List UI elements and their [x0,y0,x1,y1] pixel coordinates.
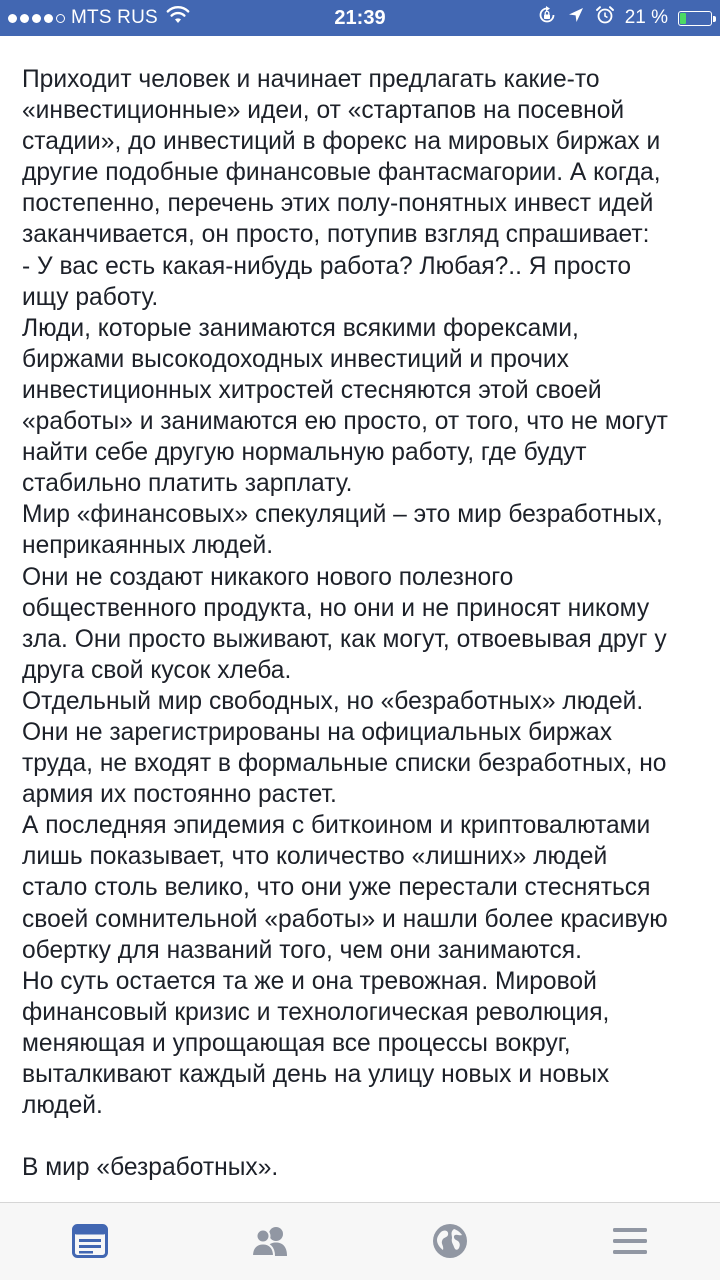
post-line: друга свой кусок хлеба. [22,656,292,684]
post-line: зла. Они просто выживают, как могут, отвоевывая друг у [22,625,667,653]
post-line: другие подобные финансовые фантасмагории. А когда, [22,159,661,187]
post-line: ищу работу. [22,283,159,311]
orientation-lock-icon [537,5,557,31]
post-line: общественного продукта, но они и не приносят никому [22,594,650,622]
post-line: инвестиционных хитростей стесняются этой своей [22,376,602,404]
post-line: «инвестиционные» идеи, от «стартапов на посевной [22,97,625,125]
status-time: 21:39 [334,7,386,29]
post-line: неприкаянных людей. [22,532,274,560]
menu-icon [612,1226,648,1256]
post-closing-line: В мир «безработных». [22,1154,279,1182]
alarm-icon [595,5,615,31]
post-line: постепенно, перечень этих полу-понятных инвест идей [22,190,654,218]
tab-news-feed[interactable] [68,1219,112,1263]
tab-notifications[interactable] [428,1219,472,1263]
post-line: Они не создают никакого нового полезного [22,563,514,591]
battery-icon [678,11,712,26]
post-line: заканчивается, он просто, потупив взгляд спрашивает: [22,221,650,249]
post-line: выталкивают каждый день на улицу новых и новых [22,1061,610,1088]
post-line: найти себе другую нормальную работу, где будут [22,439,587,467]
post-line: обертку для названий того, чем они занимаются. [22,936,582,964]
tab-friends[interactable] [248,1219,292,1263]
paragraph-spacer [22,1121,702,1152]
carrier-name: MTS RUS [71,7,158,28]
post-line: - У вас есть какая-нибудь работа? Любая?.. Я просто [22,252,632,280]
post-line: Отдельный мир свободных, но «безработных» людей. [22,687,644,715]
post-line: стало столь велико, что они уже перестали стесняться [22,874,651,902]
post-line: Мир «финансовых» спекуляций – это мир безработных, [22,501,663,529]
post-line: Приходит человек и начинает предлагать какие-то [22,66,600,93]
battery-percent: 21 % [624,7,668,28]
tab-bar [0,1202,720,1280]
news-feed-icon [72,1224,108,1258]
status-bar-right [537,0,712,36]
post-line: своей сомнительной «работы» и нашли более красивую [22,905,668,933]
status-bar [0,0,720,36]
post-body [22,64,702,1183]
post-line: Они не зарегистрированы на официальных биржах [22,718,613,746]
battery-level [680,13,686,24]
globe-icon [432,1223,468,1259]
post-line: А последняя эпидемия с биткоином и криптовалютами [22,812,651,840]
post-line: Но суть остается та же и она тревожная. Мировой [22,967,597,995]
post-line: меняющая и упрощающая все процессы вокруг, [22,1029,571,1057]
post-line: стабильно платить зарплату. [22,470,353,498]
post-line: армия их постоянно растет. [22,781,337,809]
post-line: стадии», до инвестиций в форекс на мировых биржах и [22,128,661,156]
location-icon [567,6,585,30]
friends-icon [250,1225,290,1257]
post-line: лишь показывает, что количество «лишних» людей [22,843,608,871]
post-line: труда, не входят в формальные списки безработных, но [22,750,667,778]
post-line: финансовый кризис и технологическая революция, [22,998,610,1026]
tab-menu[interactable] [608,1219,652,1263]
post-line: людей. [22,1092,103,1120]
post-line: Люди, которые занимаются всякими форексами, [22,314,579,342]
post-line: «работы» и занимаются ею просто, от того, что не могут [22,408,668,436]
post-line: биржами высокодоходных инвестиций и прочих [22,345,569,373]
